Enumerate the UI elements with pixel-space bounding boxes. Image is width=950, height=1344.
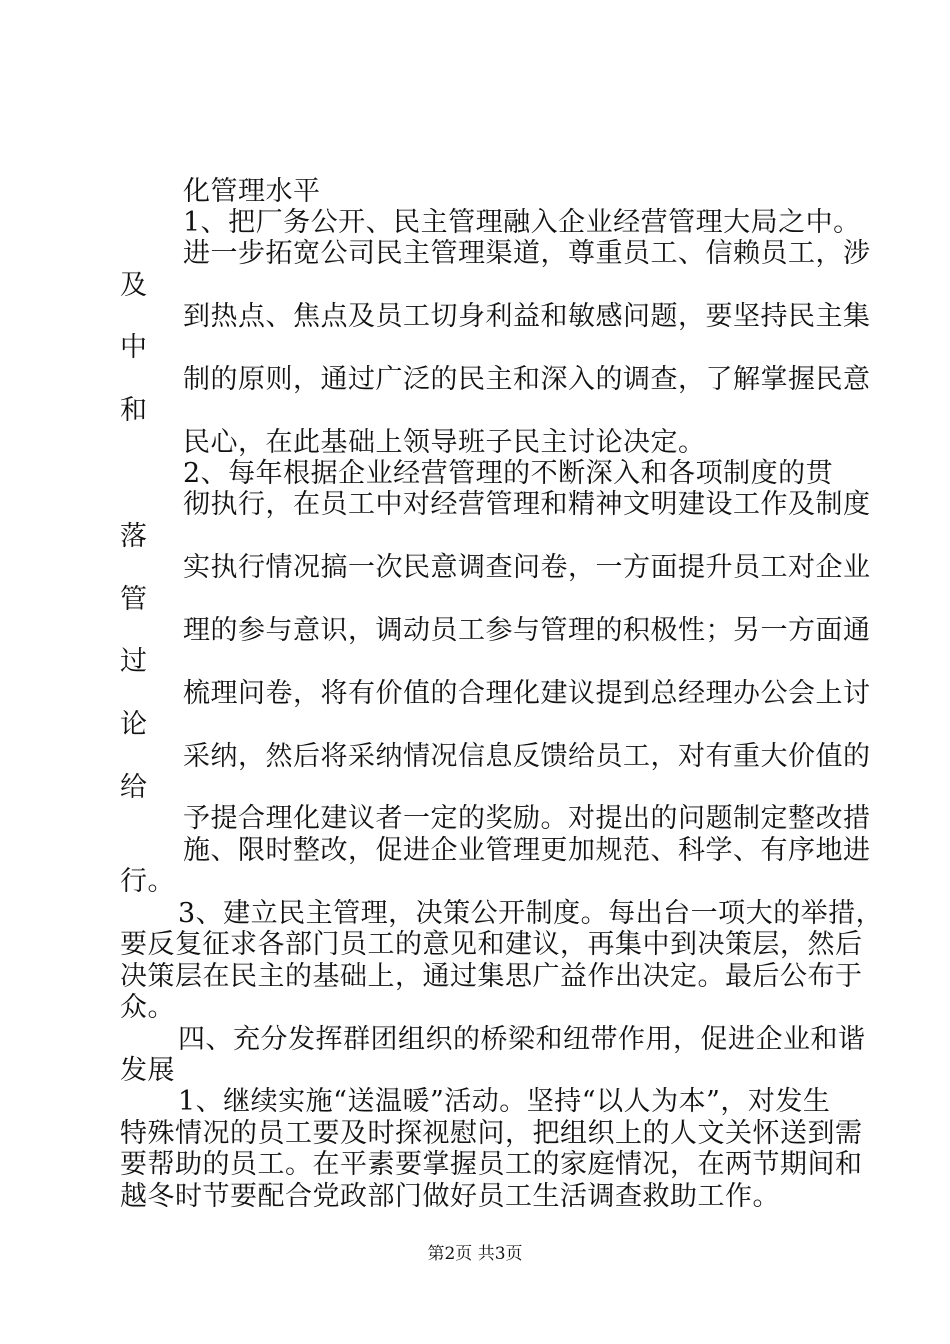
text-line: 1、把厂务公开、民主管理融入企业经营管理大局之中。	[183, 207, 861, 238]
text-line: 要帮助的员工。在平素要掌握员工的家庭情况，在两节期间和	[120, 1149, 863, 1180]
text-line: 越冬时节要配合党政部门做好员工生活调查救助工作。	[120, 1181, 780, 1212]
text-line: 3、建立民主管理，决策公开制度。每出台一项大的举措，	[178, 898, 884, 929]
text-line: 制的原则，通过广泛的民主和深入的调查，了解掌握民意	[183, 364, 871, 395]
text-line: 给	[120, 772, 148, 803]
text-line: 和	[120, 395, 148, 426]
text-line: 管	[120, 584, 148, 615]
text-line: 落	[120, 521, 148, 552]
text-line: 梳理问卷，将有价值的合理化建议提到总经理办公会上讨	[183, 678, 871, 709]
text-line: 理的参与意识，调动员工参与管理的积极性；另一方面通	[183, 615, 871, 646]
text-line: 1、继续实施“送温暖”活动。坚持“以人为本”，对发生	[178, 1086, 831, 1117]
text-line: 要反复征求各部门员工的意见和建议，再集中到决策层，然后	[120, 929, 863, 960]
text-line: 众。	[120, 992, 175, 1023]
text-line: 采纳，然后将采纳情况信息反馈给员工，对有重大价值的	[183, 741, 871, 772]
text-line: 化管理水平	[183, 176, 321, 207]
text-line: 实执行情况搞一次民意调查问卷，一方面提升员工对企业	[183, 552, 871, 583]
text-line: 论	[120, 709, 148, 740]
text-line: 行。	[120, 866, 175, 897]
text-line: 予提合理化建议者一定的奖励。对提出的问题制定整改措	[183, 803, 871, 834]
text-line: 彻执行，在员工中对经营管理和精神文明建设工作及制度	[183, 489, 871, 520]
text-line: 特殊情况的员工要及时探视慰问，把组织上的人文关怀送到需	[120, 1118, 863, 1149]
text-line: 四、充分发挥群团组织的桥梁和纽带作用，促进企业和谐	[178, 1024, 866, 1055]
text-line: 发展	[120, 1055, 175, 1086]
text-line: 过	[120, 646, 148, 677]
text-line: 进一步拓宽公司民主管理渠道，尊重员工、信赖员工，涉	[183, 238, 871, 269]
text-line: 2、每年根据企业经营管理的不断深入和各项制度的贯	[183, 458, 834, 489]
text-line: 民心，在此基础上领导班子民主讨论决定。	[183, 427, 706, 458]
text-line: 施、限时整改，促进企业管理更加规范、科学、有序地进	[183, 835, 871, 866]
text-line: 及	[120, 270, 148, 301]
text-line: 中	[120, 332, 148, 363]
page-footer: 第2页 共3页	[427, 1244, 523, 1264]
text-line: 决策层在民主的基础上，通过集思广益作出决定。最后公布于	[120, 961, 863, 992]
text-line: 到热点、焦点及员工切身利益和敏感问题，要坚持民主集	[183, 301, 871, 332]
